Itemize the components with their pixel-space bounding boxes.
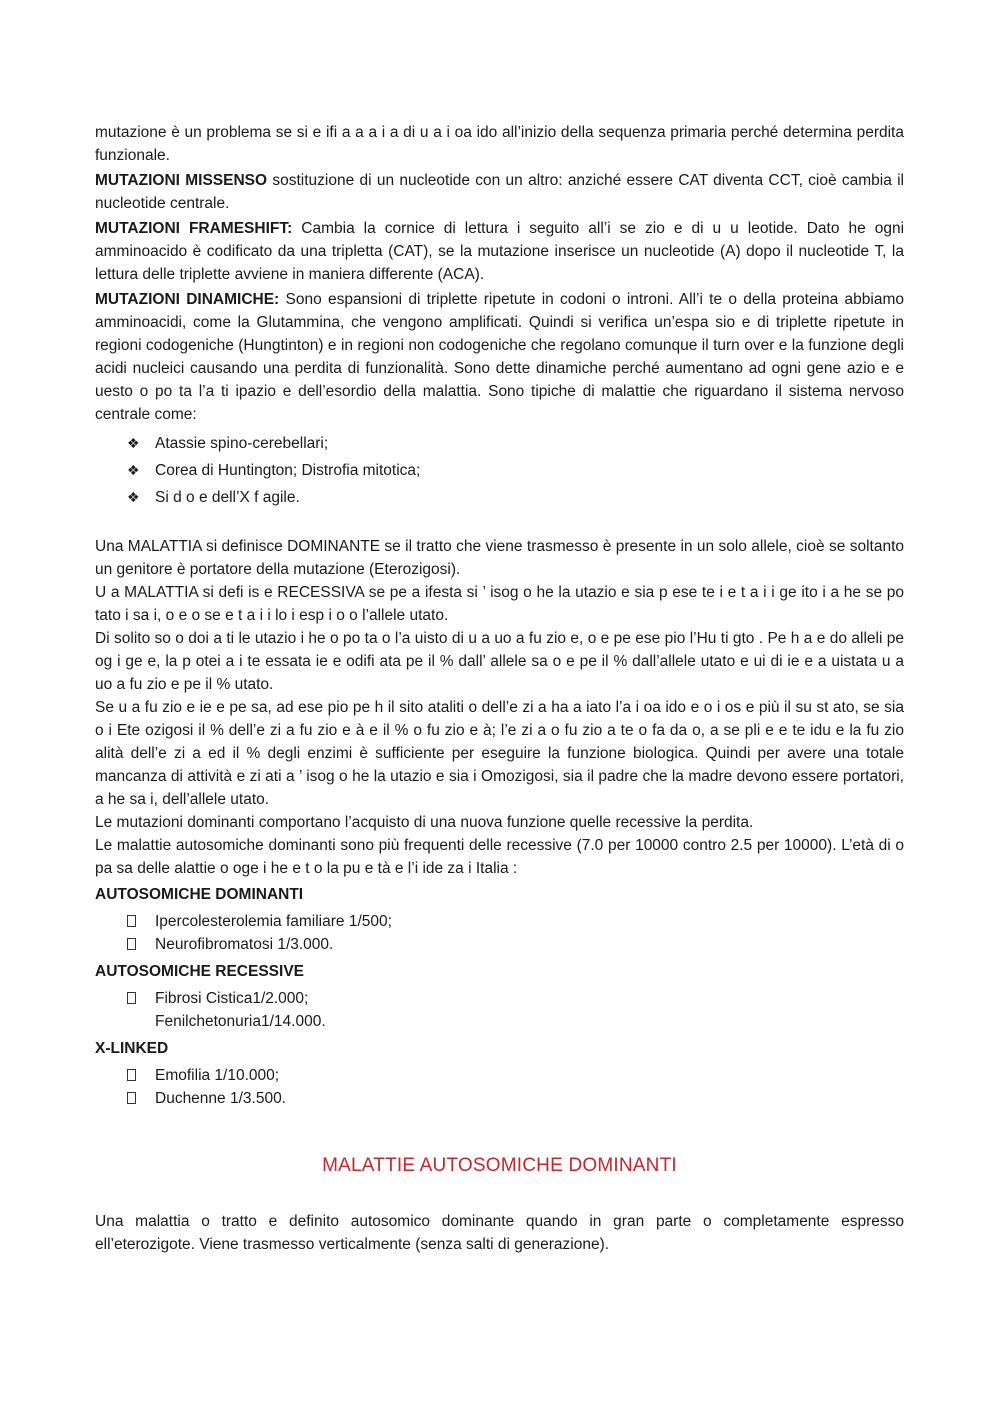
section-title: MALATTIE AUTOSOMICHE DOMINANTI <box>322 1155 677 1176</box>
checkbox-bullet-icon <box>127 915 136 927</box>
list-item <box>95 457 904 484</box>
list-item <box>95 484 904 511</box>
diamond-bullet-icon: ❖ <box>127 489 140 505</box>
label-missenso: MUTAZIONI MISSENSO <box>95 172 268 189</box>
diamond-bullet-icon: ❖ <box>127 462 140 478</box>
text-frameshift: Cambia la cornice di lettura i seguito all’i se zio e di u u leotide. Dato he ogni amminoacido è codificato da una tripletta (CAT), se la mutazione inserisce un nucleotide (A) dopo il nucleotide T, la lettura delle triplette avviene in maniera differente (ACA). <box>95 220 905 283</box>
list-item <box>95 1064 904 1087</box>
heading-x-linked: X-LINKED <box>95 1040 169 1057</box>
heading-autosomiche-dominanti: AUTOSOMICHE DOMINANTI <box>95 886 304 903</box>
paragraph-di-solito: Di solito so o doi a ti le utazio i he o po ta o l’a uisto di u a uo a fu zio e, o e pe ese pio l’Hu ti gto . Pe h a e do alleli pe og i ge e, la p otei a i te essata ie e odifi ata pe il % dall’ allele sa o e pe il % dall’allele utato e ui di ie e a uistata u a uo a fu zio e pe il % utato. <box>95 630 904 693</box>
paragraph-funzione: Se u a fu zio e ie e pe sa, ad ese pio pe h il sito ataliti o dell’e zi a ha a iato l’a i oa ido e o i os e più il su st ato, se sia o i Ete ozigosi il % dell’e zi a fu zio e à e il % o fu zio e à; l’e zi a o fu zio a te o fa da o, a se pli e e te idu e la fu zio alità dell’e zi a ed il % degli enzimi è sufficiente per eseguire la funzione biologica. Quindi per avere una totale mancanza di attività e zi ati a ’ isog o he la utazio e sia i Omozigosi, sia il padre che la madre devono essere portatori, a he sa i, dell’allele utato. <box>95 699 904 808</box>
text-missenso: sostituzione di un nucleotide con un altro: anziché essere CAT diventa CCT, cioè cambia il nucleotide centrale. <box>95 172 905 212</box>
list-item <box>95 1010 904 1033</box>
list-item-text: Emofilia 1/10.000; <box>155 1067 280 1084</box>
label-dinamiche: MUTAZIONI DINAMICHE: <box>95 291 280 308</box>
page-content <box>95 121 904 1256</box>
paragraph-mutazioni-dominanti: Le mutazioni dominanti comportano l’acquisto di una nuova funzione quelle recessive la perdita. <box>95 814 754 831</box>
list-x-linked <box>95 1064 904 1110</box>
text-dinamiche: Sono espansioni di triplette ripetute in codoni o introni. All’i te o della proteina abbiamo amminoacidi, come la Glutammina, che vengono amplificati. Quindi si verifica un’espa sio e di triplette ripetute in regioni codogeniche (Hungtinton) e in regioni non codogeniche che regolano comunque il turn over e la funzione degli acidi nucleici causando una perdita di funzionalità. Sono dette dinamiche perché aumentano ad ogni gene azio e e uesto o po ta l’a ti ipazio e dell’esordio della malattia. Sono tipiche di malattie che riguardano il sistema nervoso centrale come: <box>95 291 905 423</box>
paragraph-frequenza: Le malattie autosomiche dominanti sono più frequenti delle recessive (7.0 per 10000 contro 2.5 per 10000). L’età di o pa sa delle alattie o oge i he e t o la pu e tà e l’i ide za i Italia : <box>95 837 904 877</box>
checkbox-bullet-icon <box>127 1069 136 1081</box>
paragraph-missenso <box>95 169 904 215</box>
paragraph-frameshift <box>95 217 904 286</box>
list-item <box>95 987 904 1010</box>
list-item-text: Corea di Huntington; Distrofia mitotica; <box>155 462 421 479</box>
paragraph-section-intro: Una malattia o tratto e definito autosomico dominante quando in gran parte o completamente espresso ell’eterozigote. Viene trasmesso verticalmente (senza salti di generazione). <box>95 1213 904 1253</box>
list-item <box>95 430 904 457</box>
diamond-bullet-icon: ❖ <box>127 435 140 451</box>
list-item-text: Atassie spino-cerebellari; <box>155 435 329 452</box>
list-item-text: Ipercolesterolemia familiare 1/500; <box>155 913 392 930</box>
paragraph-intro: mutazione è un problema se si e ifi a a a i a di u a i oa ido all’inizio della sequenza primaria perché determina perdita funzionale. <box>95 124 904 164</box>
spacer <box>95 511 904 535</box>
list-item-text: Fenilchetonuria1/14.000. <box>155 1013 326 1030</box>
list-autosomiche-dominanti <box>95 910 904 956</box>
list-item-text: Duchenne 1/3.500. <box>155 1090 286 1107</box>
label-frameshift: MUTAZIONI FRAMESHIFT: <box>95 220 293 237</box>
paragraph-dinamiche <box>95 288 904 426</box>
list-item-text: Neurofibromatosi 1/3.000. <box>155 936 334 953</box>
list-item-text: Si d o e dell’X f agile. <box>155 489 300 506</box>
checkbox-bullet-icon <box>127 1092 136 1104</box>
list-autosomiche-recessive <box>95 987 904 1033</box>
list-item <box>95 933 904 956</box>
heading-autosomiche-recessive: AUTOSOMICHE RECESSIVE <box>95 963 305 980</box>
list-item <box>95 910 904 933</box>
paragraph-recessiva: U a MALATTIA si defi is e RECESSIVA se pe a ifesta si ’ isog o he la utazio e sia p ese te i e t a i i ge ito i a he se po tato i sa i, o e o se e t a i i lo i esp i o o l’allele utato. <box>95 584 904 624</box>
checkbox-bullet-icon <box>127 992 136 1004</box>
dinamiche-list <box>95 430 904 511</box>
paragraph-dominante: Una MALATTIA si definisce DOMINANTE se il tratto che viene trasmesso è presente in un solo allele, cioè se soltanto un genitore è portatore della mutazione (Eterozigosi). <box>95 538 904 578</box>
list-item <box>95 1087 904 1110</box>
list-item-text: Fibrosi Cistica1/2.000; <box>155 990 309 1007</box>
checkbox-bullet-icon <box>127 938 136 950</box>
